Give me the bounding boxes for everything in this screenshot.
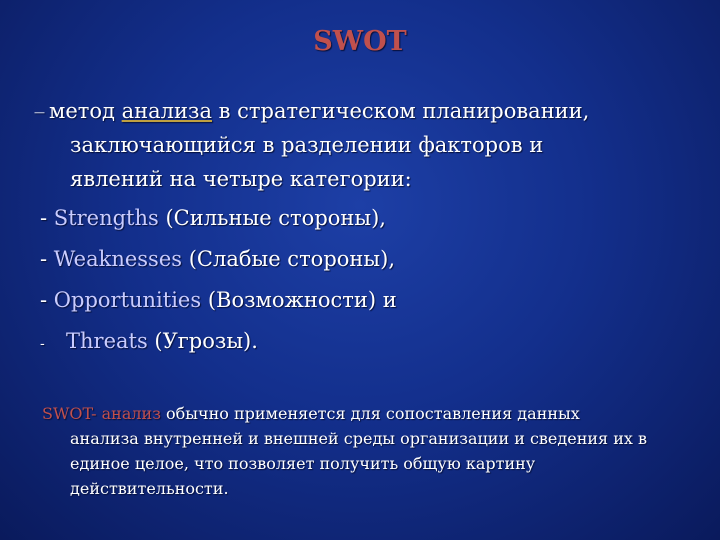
definition-text-after: в стратегическом планировании, xyxy=(212,99,590,123)
definition-line-1 xyxy=(34,94,589,130)
category-prefix: - xyxy=(40,206,54,230)
category-name: Opportunities xyxy=(53,288,202,312)
category-name: Weaknesses xyxy=(53,247,183,271)
slide-title: SWOT xyxy=(313,26,407,57)
category-opportunities xyxy=(40,283,397,317)
category-threats xyxy=(40,324,258,361)
category-prefix: - xyxy=(40,288,54,312)
note-line-2: анализа внутренней и внешней среды организации и сведения их в xyxy=(70,429,647,448)
analysis-link[interactable]: анализа xyxy=(121,99,212,123)
definition-line-3: явлений на четыре категории: xyxy=(70,167,412,191)
category-translation: (Сильные стороны), xyxy=(158,206,386,230)
note-line-4: действительности. xyxy=(70,479,229,498)
category-translation: (Возможности) и xyxy=(201,288,397,312)
definition-text-before: метод xyxy=(49,99,122,123)
category-translation: (Угрозы). xyxy=(147,329,258,353)
note-text: обычно применяется для сопоставления данных xyxy=(160,404,580,423)
category-prefix: - xyxy=(40,247,54,271)
lead-dash: — xyxy=(34,106,45,119)
category-name: Threats xyxy=(66,329,148,353)
definition-line-2: заключающийся в разделении факторов и xyxy=(70,133,544,157)
category-name: Strengths xyxy=(53,206,159,230)
note-line-3: единое целое, что позволяет получить общую картину xyxy=(70,454,536,473)
category-translation: (Слабые стороны), xyxy=(182,247,395,271)
category-weaknesses xyxy=(40,242,395,276)
note-line-1 xyxy=(42,401,580,426)
category-prefix: - xyxy=(40,336,45,352)
category-strengths xyxy=(40,201,386,235)
note-key: SWOT- анализ xyxy=(42,404,161,423)
